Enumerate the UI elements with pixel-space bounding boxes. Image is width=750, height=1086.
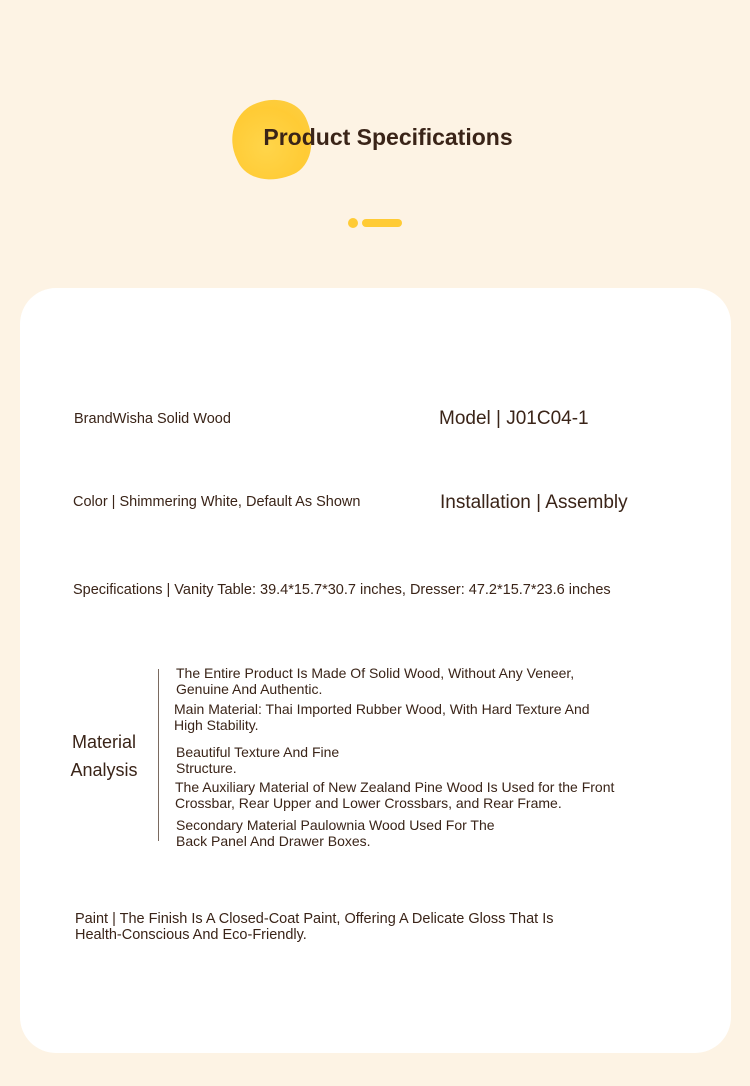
material-item: The Auxiliary Material of New Zealand Pine Wood Is Used for the Front Crossbar, Rear Upper and Lower Crossbars, and Rear Frame. [175,779,615,811]
page-title: Product Specifications [263,124,513,150]
installation-text: Installation | Assembly [440,492,628,513]
paint-text: Paint | The Finish Is A Closed-Coat Paint, Offering A Delicate Gloss That Is Health-Conscious And Eco-Friendly. [75,911,554,943]
brand-text: BrandWisha Solid Wood [74,411,231,427]
material-item: Secondary Material Paulownia Wood Used For The Back Panel And Drawer Boxes. [176,817,495,849]
material-item: Beautiful Texture And Fine Structure. [176,744,340,776]
accent-bar [362,219,402,227]
material-analysis-label [60,728,148,784]
material-label-line2: Analysis [70,760,138,780]
color-text: Color | Shimmering White, Default As Shown [73,494,361,510]
model-text: Model | J01C04-1 [439,408,589,429]
material-divider [158,669,159,841]
material-label-line1: Material [71,732,137,752]
accent-dot [348,218,358,228]
specifications-text: Specifications | Vanity Table: 39.4*15.7*30.7 inches, Dresser: 47.2*15.7*23.6 inches [73,582,611,598]
material-item: The Entire Product Is Made Of Solid Wood, Without Any Veneer, Genuine And Authentic. [176,665,575,697]
material-item: Main Material: Thai Imported Rubber Wood, With Hard Texture And High Stability. [174,701,590,733]
